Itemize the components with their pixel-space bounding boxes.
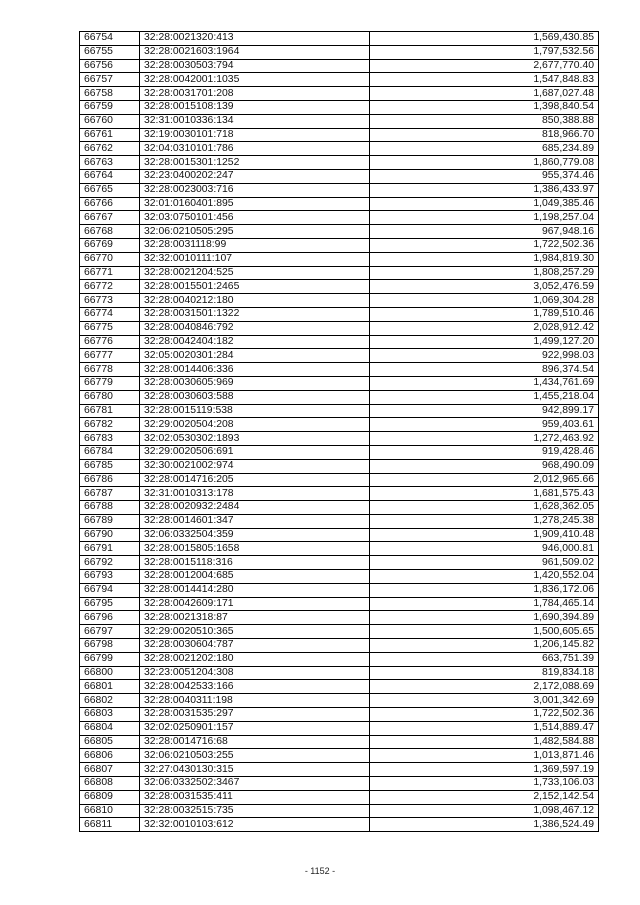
cadastral-value: 1,547,848.83 (370, 73, 599, 87)
cadastral-value: 1,206,145.82 (370, 639, 599, 653)
table-row (80, 542, 599, 556)
cadastral-number: 32:28:0023003:716 (140, 183, 370, 197)
row-number: 66791 (80, 542, 140, 556)
row-number: 66765 (80, 183, 140, 197)
cadastral-number: 32:28:0015301:1252 (140, 156, 370, 170)
cadastral-number: 32:05:0020301:284 (140, 349, 370, 363)
cadastral-value: 819,834.18 (370, 666, 599, 680)
cadastral-value: 2,028,912.42 (370, 321, 599, 335)
cadastral-value: 967,948.16 (370, 225, 599, 239)
cadastral-number: 32:28:0040846:792 (140, 321, 370, 335)
cadastral-number: 32:28:0040311:198 (140, 694, 370, 708)
row-number: 66782 (80, 418, 140, 432)
row-number: 66768 (80, 225, 140, 239)
table-row (80, 445, 599, 459)
table-row (80, 363, 599, 377)
table-row (80, 390, 599, 404)
cadastral-number: 32:28:0021318:87 (140, 611, 370, 625)
table-row (80, 156, 599, 170)
table-row (80, 652, 599, 666)
cadastral-value: 968,490.09 (370, 459, 599, 473)
cadastral-number: 32:32:0010111:107 (140, 252, 370, 266)
table-row (80, 404, 599, 418)
cadastral-number: 32:28:0040212:180 (140, 294, 370, 308)
cadastral-number: 32:06:0210503:255 (140, 749, 370, 763)
row-number: 66808 (80, 777, 140, 791)
cadastral-value: 1,049,385.46 (370, 197, 599, 211)
row-number: 66760 (80, 114, 140, 128)
table-row (80, 376, 599, 390)
row-number: 66787 (80, 487, 140, 501)
cadastral-number: 32:28:0021320:413 (140, 32, 370, 46)
table-row (80, 238, 599, 252)
table-row (80, 528, 599, 542)
cadastral-value: 1,569,430.85 (370, 32, 599, 46)
table-row (80, 735, 599, 749)
cadastral-number: 32:28:0014406:336 (140, 363, 370, 377)
table-row (80, 32, 599, 46)
row-number: 66781 (80, 404, 140, 418)
cadastral-value: 3,001,342.69 (370, 694, 599, 708)
cadastral-value: 2,677,770.40 (370, 59, 599, 73)
table-row (80, 128, 599, 142)
cadastral-number: 32:28:0030605:969 (140, 376, 370, 390)
cadastral-value: 1,098,467.12 (370, 804, 599, 818)
table-row (80, 790, 599, 804)
cadastral-value: 1,272,463.92 (370, 432, 599, 446)
row-number: 66785 (80, 459, 140, 473)
row-number: 66797 (80, 625, 140, 639)
row-number: 66790 (80, 528, 140, 542)
cadastral-value: 1,069,304.28 (370, 294, 599, 308)
row-number: 66773 (80, 294, 140, 308)
row-number: 66759 (80, 100, 140, 114)
cadastral-value: 1,369,597.19 (370, 763, 599, 777)
cadastral-value: 685,234.89 (370, 142, 599, 156)
cadastral-number: 32:28:0014601:347 (140, 514, 370, 528)
cadastral-number: 32:01:0160401:895 (140, 197, 370, 211)
cadastral-number: 32:29:0020510:365 (140, 625, 370, 639)
cadastral-value: 1,733,106.03 (370, 777, 599, 791)
table-row (80, 680, 599, 694)
cadastral-number: 32:28:0015501:2465 (140, 280, 370, 294)
cadastral-value: 2,012,965.66 (370, 473, 599, 487)
cadastral-value: 1,690,394.89 (370, 611, 599, 625)
table-row (80, 183, 599, 197)
cadastral-number: 32:28:0012004:685 (140, 570, 370, 584)
row-number: 66796 (80, 611, 140, 625)
cadastral-number: 32:28:0031501:1322 (140, 307, 370, 321)
table-row (80, 142, 599, 156)
cadastral-number: 32:28:0042001:1035 (140, 73, 370, 87)
row-number: 66788 (80, 501, 140, 515)
row-number: 66762 (80, 142, 140, 156)
row-number: 66754 (80, 32, 140, 46)
row-number: 66804 (80, 721, 140, 735)
cadastral-number: 32:19:0030101:718 (140, 128, 370, 142)
table-row (80, 804, 599, 818)
row-number: 66776 (80, 335, 140, 349)
table-row (80, 280, 599, 294)
cadastral-value: 942,899.17 (370, 404, 599, 418)
cadastral-number: 32:28:0014716:68 (140, 735, 370, 749)
cadastral-value: 663,751.39 (370, 652, 599, 666)
row-number: 66783 (80, 432, 140, 446)
row-number: 66807 (80, 763, 140, 777)
table-row (80, 87, 599, 101)
cadastral-number: 32:06:0332504:359 (140, 528, 370, 542)
cadastral-value: 922,998.03 (370, 349, 599, 363)
row-number: 66755 (80, 45, 140, 59)
cadastral-number: 32:28:0030603:588 (140, 390, 370, 404)
cadastral-number: 32:28:0042533:166 (140, 680, 370, 694)
row-number: 66805 (80, 735, 140, 749)
cadastral-value: 2,172,088.69 (370, 680, 599, 694)
cadastral-value: 1,398,840.54 (370, 100, 599, 114)
row-number: 66810 (80, 804, 140, 818)
cadastral-number: 32:28:0021603:1964 (140, 45, 370, 59)
cadastral-number: 32:28:0030604:787 (140, 639, 370, 653)
row-number: 66799 (80, 652, 140, 666)
row-number: 66794 (80, 583, 140, 597)
table-row (80, 100, 599, 114)
cadastral-number: 32:28:0042609:171 (140, 597, 370, 611)
table-row (80, 625, 599, 639)
table-row (80, 597, 599, 611)
row-number: 66798 (80, 639, 140, 653)
cadastral-value: 1,797,532.56 (370, 45, 599, 59)
cadastral-number: 32:28:0015805:1658 (140, 542, 370, 556)
table-row (80, 763, 599, 777)
table-row (80, 252, 599, 266)
cadastral-number: 32:02:0250901:157 (140, 721, 370, 735)
row-number: 66769 (80, 238, 140, 252)
cadastral-value: 1,499,127.20 (370, 335, 599, 349)
table-row (80, 321, 599, 335)
table-row (80, 459, 599, 473)
cadastral-number: 32:28:0042404:182 (140, 335, 370, 349)
table-row (80, 73, 599, 87)
cadastral-value: 1,789,510.46 (370, 307, 599, 321)
table-row (80, 708, 599, 722)
cadastral-value: 2,152,142.54 (370, 790, 599, 804)
cadastral-number: 32:28:0021202:180 (140, 652, 370, 666)
cadastral-number: 32:27:0430130:315 (140, 763, 370, 777)
table-row (80, 749, 599, 763)
cadastral-number: 32:31:0010313:178 (140, 487, 370, 501)
table-row (80, 611, 599, 625)
cadastral-number: 32:28:0015118:316 (140, 556, 370, 570)
cadastral-number: 32:28:0020932:2484 (140, 501, 370, 515)
table-row (80, 45, 599, 59)
row-number: 66774 (80, 307, 140, 321)
row-number: 66809 (80, 790, 140, 804)
table-row (80, 432, 599, 446)
cadastral-value: 1,808,257.29 (370, 266, 599, 280)
cadastral-value: 961,509.02 (370, 556, 599, 570)
cadastral-number: 32:03:0750101:456 (140, 211, 370, 225)
cadastral-value: 1,722,502.36 (370, 238, 599, 252)
row-number: 66778 (80, 363, 140, 377)
table-row (80, 335, 599, 349)
row-number: 66795 (80, 597, 140, 611)
cadastral-value: 1,784,465.14 (370, 597, 599, 611)
cadastral-number: 32:31:0010336:134 (140, 114, 370, 128)
cadastral-value: 1,687,027.48 (370, 87, 599, 101)
row-number: 66757 (80, 73, 140, 87)
page-number: - 1152 - (304, 866, 336, 876)
table-row (80, 501, 599, 515)
table-row (80, 473, 599, 487)
cadastral-number: 32:23:0051204:308 (140, 666, 370, 680)
row-number: 66802 (80, 694, 140, 708)
cadastral-value: 850,388.88 (370, 114, 599, 128)
cadastral-value: 1,013,871.46 (370, 749, 599, 763)
cadastral-number: 32:28:0031118:99 (140, 238, 370, 252)
table-row (80, 721, 599, 735)
row-number: 66792 (80, 556, 140, 570)
cadastral-value: 946,000.81 (370, 542, 599, 556)
cadastral-value: 1,434,761.69 (370, 376, 599, 390)
row-number: 66793 (80, 570, 140, 584)
row-number: 66789 (80, 514, 140, 528)
cadastral-value: 1,984,819.30 (370, 252, 599, 266)
cadastral-value: 1,722,502.36 (370, 708, 599, 722)
table-row (80, 225, 599, 239)
cadastral-number: 32:29:0020504:208 (140, 418, 370, 432)
cadastral-value: 3,052,476.59 (370, 280, 599, 294)
row-number: 66761 (80, 128, 140, 142)
cadastral-value: 1,909,410.48 (370, 528, 599, 542)
table-row (80, 777, 599, 791)
table-row (80, 169, 599, 183)
table-row (80, 59, 599, 73)
row-number: 66803 (80, 708, 140, 722)
table-row (80, 639, 599, 653)
cadastral-value: 955,374.46 (370, 169, 599, 183)
cadastral-value: 818,966.70 (370, 128, 599, 142)
row-number: 66763 (80, 156, 140, 170)
cadastral-value: 959,403.61 (370, 418, 599, 432)
cadastral-number: 32:28:0032515:735 (140, 804, 370, 818)
row-number: 66780 (80, 390, 140, 404)
row-number: 66756 (80, 59, 140, 73)
cadastral-value: 1,500,605.65 (370, 625, 599, 639)
cadastral-value: 1,681,575.43 (370, 487, 599, 501)
row-number: 66771 (80, 266, 140, 280)
table-row (80, 818, 599, 832)
row-number: 66772 (80, 280, 140, 294)
cadastral-number: 32:30:0021002:974 (140, 459, 370, 473)
cadastral-number: 32:28:0030503:794 (140, 59, 370, 73)
cadastral-value: 1,482,584.88 (370, 735, 599, 749)
row-number: 66770 (80, 252, 140, 266)
row-number: 66801 (80, 680, 140, 694)
table-row (80, 307, 599, 321)
table-row (80, 294, 599, 308)
table-row (80, 197, 599, 211)
cadastral-number: 32:28:0014414:280 (140, 583, 370, 597)
table-row (80, 694, 599, 708)
cadastral-value: 1,386,433.97 (370, 183, 599, 197)
table-row (80, 556, 599, 570)
cadastral-number: 32:32:0010103:612 (140, 818, 370, 832)
cadastral-value: 1,836,172.06 (370, 583, 599, 597)
cadastral-number: 32:28:0031535:297 (140, 708, 370, 722)
table-row (80, 666, 599, 680)
table-row (80, 114, 599, 128)
cadastral-value: 1,198,257.04 (370, 211, 599, 225)
cadastral-number: 32:28:0015108:139 (140, 100, 370, 114)
cadastral-value: 1,278,245.38 (370, 514, 599, 528)
table-row (80, 570, 599, 584)
table-row (80, 349, 599, 363)
cadastral-number: 32:06:0210505:295 (140, 225, 370, 239)
row-number: 66758 (80, 87, 140, 101)
cadastral-number: 32:29:0020506:691 (140, 445, 370, 459)
cadastral-number: 32:28:0015119:538 (140, 404, 370, 418)
cadastral-value: 1,514,889.47 (370, 721, 599, 735)
cadastral-number: 32:28:0021204:525 (140, 266, 370, 280)
cadastral-number: 32:28:0031535:411 (140, 790, 370, 804)
cadastral-value: 1,455,218.04 (370, 390, 599, 404)
table-row (80, 266, 599, 280)
row-number: 66766 (80, 197, 140, 211)
cadastral-number: 32:28:0031701:208 (140, 87, 370, 101)
row-number: 66775 (80, 321, 140, 335)
row-number: 66806 (80, 749, 140, 763)
row-number: 66800 (80, 666, 140, 680)
row-number: 66779 (80, 376, 140, 390)
cadastral-number: 32:04:0310101:786 (140, 142, 370, 156)
cadastral-value: 919,428.46 (370, 445, 599, 459)
row-number: 66811 (80, 818, 140, 832)
cadastral-value-table (79, 31, 599, 832)
table-row (80, 583, 599, 597)
cadastral-number: 32:02:0530302:1893 (140, 432, 370, 446)
cadastral-number: 32:06:0332502:3467 (140, 777, 370, 791)
cadastral-value: 1,386,524.49 (370, 818, 599, 832)
table-row (80, 418, 599, 432)
row-number: 66786 (80, 473, 140, 487)
row-number: 66777 (80, 349, 140, 363)
cadastral-value: 1,420,552.04 (370, 570, 599, 584)
cadastral-number: 32:28:0014716:205 (140, 473, 370, 487)
row-number: 66784 (80, 445, 140, 459)
cadastral-value: 896,374.54 (370, 363, 599, 377)
cadastral-value: 1,860,779.08 (370, 156, 599, 170)
row-number: 66764 (80, 169, 140, 183)
table-row (80, 487, 599, 501)
cadastral-number: 32:23:0400202:247 (140, 169, 370, 183)
table-body (80, 32, 599, 832)
table-row (80, 514, 599, 528)
row-number: 66767 (80, 211, 140, 225)
cadastral-value: 1,628,362.05 (370, 501, 599, 515)
table-row (80, 211, 599, 225)
